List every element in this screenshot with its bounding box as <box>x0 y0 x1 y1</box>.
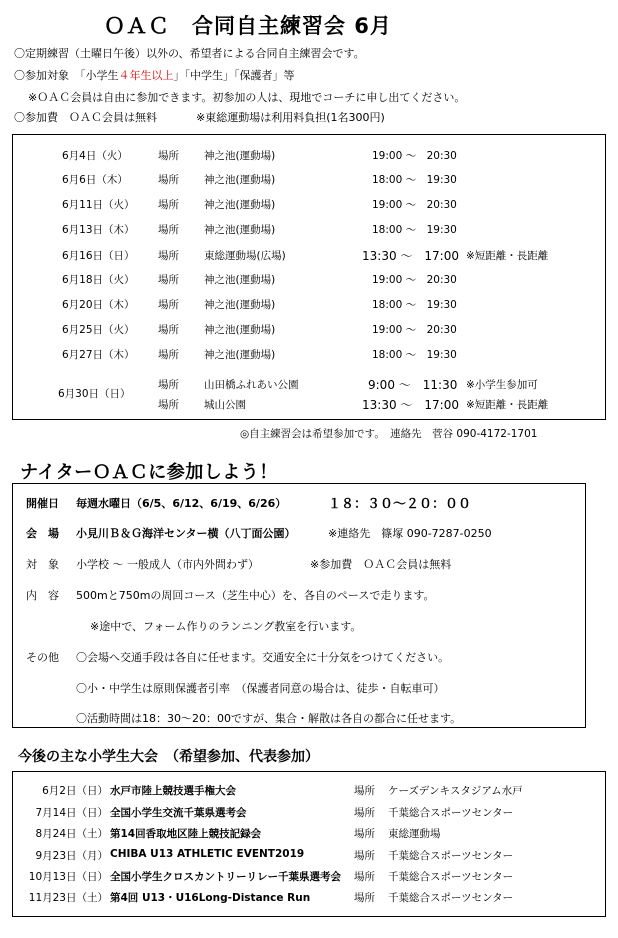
schedule-contact: ◎自主練習会は希望参加です。 連絡先 菅谷 090-4172-1701 <box>240 428 538 440</box>
event-name: CHIBA U13 ATHLETIC EVENT2019 <box>110 848 305 860</box>
schedule-date: 6月20日（木） <box>62 299 135 311</box>
event-place: 千葉総合スポーツセンター <box>388 871 514 883</box>
schedule-time: 18:00 ～ 19:30 <box>372 224 457 236</box>
schedule-date: 6月11日（火） <box>62 199 135 211</box>
event-date: 11月23日（土） <box>28 892 108 904</box>
schedule-date: 6月25日（火） <box>62 324 135 336</box>
schedule-time: 18:00 ～ 19:30 <box>372 299 457 311</box>
schedule-place-label: 場所 <box>158 349 179 361</box>
event-place: 東総運動場 <box>388 828 441 840</box>
nighter-other-3: 〇活動時間は18：30～20：00ですが、集合・解散は各自の都合に任せます。 <box>76 712 462 725</box>
schedule-last-time-2: 13:30 ～ 17:00 <box>362 398 459 412</box>
intro-target-suffix: 」「中学生」「保護者」等 <box>173 69 295 82</box>
schedule-time: 19:00 ～ 20:30 <box>372 150 457 162</box>
nighter-other-2: 〇小・中学生は原則保護者引率 （保護者同意の場合は、徒歩・自転車可） <box>76 682 445 695</box>
schedule-date: 6月13日（木） <box>62 224 135 236</box>
nighter-target-label: 対 象 <box>26 558 59 571</box>
schedule-place: 神之池(運動場) <box>204 324 276 336</box>
schedule-time: 18:00 ～ 19:30 <box>372 174 457 186</box>
intro-target-highlight: ４年生以上 <box>118 69 174 82</box>
intro-fee: 〇参加費 ＯＡＣ会員は無料 <box>14 111 157 124</box>
schedule-place-label: 場所 <box>158 224 179 236</box>
schedule-time: 19:00 ～ 20:30 <box>372 199 457 211</box>
nighter-heading: ナイターＯＡＣに参加しよう！ <box>20 462 278 483</box>
intro-line-2 <box>14 67 295 83</box>
schedule-last-note-2: ※短距離・長距離 <box>466 399 549 411</box>
schedule-time: 19:00 ～ 20:30 <box>372 324 457 336</box>
schedule-time: 18:00 ～ 19:30 <box>372 349 457 361</box>
schedule-time: 13:30 ～ 17:00 <box>362 249 459 263</box>
schedule-place: 神之池(運動場) <box>204 199 276 211</box>
event-name: 水戸市陸上競技選手権大会 <box>110 785 236 797</box>
schedule-note: ※短距離・長距離 <box>466 250 549 262</box>
event-name: 全国小学生交流千葉県選考会 <box>110 807 247 819</box>
schedule-place: 神之池(運動場) <box>204 274 276 286</box>
nighter-venue-text: 小見川Ｂ＆Ｇ海洋センター横（八丁面公園） <box>76 527 296 540</box>
schedule-date: 6月18日（火） <box>62 274 135 286</box>
nighter-day-label: 開催日 <box>26 497 59 510</box>
event-place: ケーズデンキスタジアム水戸 <box>388 785 523 797</box>
schedule-date: 6月6日（木） <box>62 174 128 186</box>
event-place: 千葉総合スポーツセンター <box>388 850 514 862</box>
nighter-day-text: 毎週水曜日（6/5、6/12、6/19、6/26） <box>76 497 287 510</box>
schedule-place: 神之池(運動場) <box>204 174 276 186</box>
event-place: 千葉総合スポーツセンター <box>388 807 514 819</box>
event-name: 全国小学生クロスカントリーリレー千葉県選考会 <box>110 871 341 883</box>
schedule-place-label: 場所 <box>158 199 179 211</box>
schedule-place: 神之池(運動場) <box>204 299 276 311</box>
intro-line-3: ※ＯＡＣ会員は自由に参加できます。初参加の人は、現地でコーチに申し出てください。 <box>28 91 466 104</box>
nighter-other-1: 〇会場へ交通手段は各自に任せます。交通安全に十分気をつけてください。 <box>76 651 450 664</box>
nighter-venue-label: 会 場 <box>26 527 59 540</box>
event-place-label: 場所 <box>354 850 375 862</box>
intro-target-prefix: 〇参加対象 「小学生 <box>14 69 119 82</box>
schedule-place: 神之池(運動場) <box>204 224 276 236</box>
nighter-target-fee: ※参加費 ＯＡＣ会員は無料 <box>310 558 452 571</box>
schedule-last-place-2: 城山公園 <box>204 399 246 411</box>
schedule-time: 19:00 ～ 20:30 <box>372 274 457 286</box>
schedule-last-place-label-2: 場所 <box>158 399 179 411</box>
event-date: 6月2日（日） <box>42 785 108 797</box>
nighter-day-time: １８：３０～２０：００ <box>328 497 472 512</box>
schedule-place-label: 場所 <box>158 274 179 286</box>
page-title: ＯＡＣ 合同自主練習会 6月 <box>104 14 392 38</box>
schedule-place: 東総運動場(広場) <box>204 250 286 262</box>
event-place: 千葉総合スポーツセンター <box>388 892 514 904</box>
schedule-place-label: 場所 <box>158 324 179 336</box>
event-place-label: 場所 <box>354 892 375 904</box>
schedule-date: 6月27日（木） <box>62 349 135 361</box>
event-place-label: 場所 <box>354 807 375 819</box>
event-date: 7月14日（日） <box>35 807 108 819</box>
event-place-label: 場所 <box>354 785 375 797</box>
events-heading: 今後の主な小学生大会 （希望参加、代表参加） <box>18 749 319 765</box>
event-date: 10月13日（日） <box>28 871 108 883</box>
intro-line-1: 〇定期練習（土曜日午後）以外の、希望者による合同自主練習会です。 <box>14 47 365 60</box>
schedule-place-label: 場所 <box>158 174 179 186</box>
schedule-place: 神之池(運動場) <box>204 150 276 162</box>
event-place-label: 場所 <box>354 828 375 840</box>
schedule-last-time-1: 9:00 ～ 11:30 <box>368 378 458 392</box>
schedule-date: 6月4日（火） <box>62 150 128 162</box>
event-date: 8月24日（土） <box>35 828 108 840</box>
nighter-content-text: 500mと750mの周回コース（芝生中心）を、各自のペースで走ります。 <box>76 589 435 602</box>
nighter-other-label: その他 <box>26 651 59 664</box>
schedule-last-date: 6月30日（日） <box>58 388 131 400</box>
nighter-content-note: ※途中で、フォーム作りのランニング教室を行います。 <box>90 620 362 633</box>
nighter-content-label: 内 容 <box>26 589 59 602</box>
event-place-label: 場所 <box>354 871 375 883</box>
schedule-place: 神之池(運動場) <box>204 349 276 361</box>
event-date: 9月23日（月） <box>35 850 108 862</box>
event-name: 第14回香取地区陸上競技記録会 <box>110 828 262 840</box>
schedule-place-label: 場所 <box>158 150 179 162</box>
schedule-date: 6月16日（日） <box>62 250 135 262</box>
intro-fee-note: ※東総運動場は利用料負担(1名300円) <box>196 111 385 124</box>
schedule-last-place-label-1: 場所 <box>158 379 179 391</box>
nighter-target-text: 小学校 ～ 一般成人（市内外問わず） <box>76 558 259 571</box>
schedule-place-label: 場所 <box>158 299 179 311</box>
event-name: 第4回 U13・U16Long-Distance Run <box>110 892 311 904</box>
schedule-last-note-1: ※小学生参加可 <box>466 379 538 391</box>
schedule-last-place-1: 山田橋ふれあい公園 <box>204 379 299 391</box>
nighter-venue-contact: ※連絡先 篠塚 090-7287-0250 <box>328 527 492 540</box>
schedule-place-label: 場所 <box>158 250 179 262</box>
